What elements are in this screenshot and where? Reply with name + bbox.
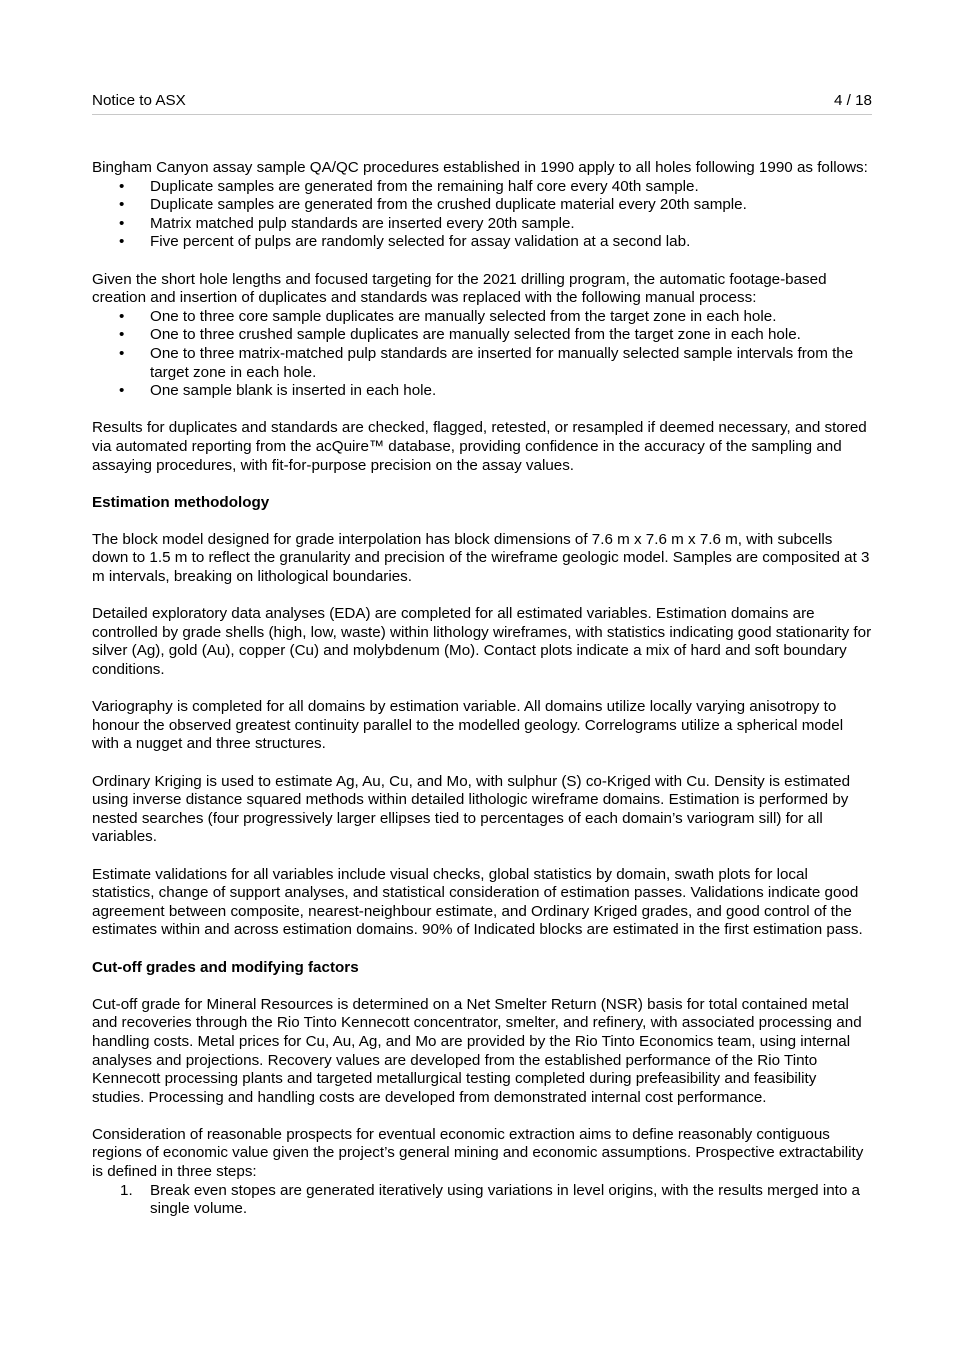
step-number: 1. [120, 1181, 133, 1199]
list-item: • One to three matrix-matched pulp standards are inserted for manually selected sample intervals from the target zone in each hole. [92, 345, 872, 382]
list-item: • One sample blank is inserted in each hole. [92, 382, 872, 401]
step-text: Break even stopes are generated iteratively using variations in level origins, with the results merged into a single volume. [150, 1181, 860, 1218]
paragraph: Cut-off grade for Mineral Resources is determined on a Net Smelter Return (NSR) basis for total contained metal and recoveries through the Rio Tinto Kennecott concentrator, smelter, and refinery, with associated processing and handling costs. Metal prices for Cu, Au, Ag, and Mo are provided by the Rio Tinto Economics team, using internal analyses and projections. Recovery values are developed from the established performance of the Rio Tinto Kennecott processing plants and targeted metallurgical testing completed during prefeasibility and feasibility studies. Processing and handling costs are developed from demonstrated internal cost performance. [92, 995, 862, 1106]
list-item: • One to three crushed sample duplicates are manually selected from the target zone in each hole. [92, 326, 872, 345]
list-item: • Duplicate samples are generated from the crushed duplicate material every 20th sample. [92, 196, 872, 215]
page-header [92, 90, 872, 115]
paragraph: Estimate validations for all variables include visual checks, global statistics by domain, swath plots for local statistics, change of support analyses, and statistical consideration of estimation passes. Validations indicate good agreement between composite, nearest-neighbour estimate, and Ordinary Kriged grades, and good control of the estimates within and across estimation domains. 90% of Indicated blocks are estimated in the first estimation pass. [92, 865, 863, 939]
paragraph: Variography is completed for all domains by estimation variable. All domains utilize locally varying anisotropy to honour the observed greatest continuity parallel to the modelled geology. Correlograms utilize a spherical model with a nugget and three structures. [92, 698, 844, 753]
document-page [92, 90, 872, 1219]
estimation-heading: Estimation methodology [92, 493, 270, 511]
page-content [92, 159, 872, 1219]
list-item: • Five percent of pulps are randomly selected for assay validation at a second lab. [92, 233, 872, 252]
paragraph: Ordinary Kriging is used to estimate Ag, Au, Cu, and Mo, with sulphur (S) co-Kriged with Cu. Density is estimated using inverse distance squared methods within detailed lithologic wireframe domains. Estimation is performed by nested searches (four progressively larger ellipses tied to percentages of each domain’s variogram sill) for all variables. [92, 772, 851, 846]
results-paragraph: Results for duplicates and standards are checked, flagged, retested, or resampled if deemed necessary, and stored via automated reporting from the acQuire™ database, providing confidence in the accuracy of the sampling and assaying procedures, with fit-for-purpose precision on the assay values. [92, 419, 867, 474]
header-title: Notice to ASX [92, 92, 186, 109]
qaqc-intro: Bingham Canyon assay sample QA/QC procedures established in 1990 apply to all holes following 1990 as follows: [92, 159, 868, 176]
list-item: • Matrix matched pulp standards are inserted every 20th sample. [92, 215, 872, 234]
qaqc-list [92, 178, 872, 252]
list-item: • Duplicate samples are generated from the remaining half core every 40th sample. [92, 178, 872, 197]
cutoff-heading: Cut-off grades and modifying factors [92, 958, 359, 976]
paragraph: Consideration of reasonable prospects for eventual economic extraction aims to define reasonably contiguous regions of economic value given the project’s general mining and economic assumptions. Prospective extractability is defined in three steps: [92, 1125, 864, 1181]
manual-list [92, 308, 872, 401]
paragraph: The block model designed for grade interpolation has block dimensions of 7.6 m x 7.6 m x 7.6 m, with subcells down to 1.5 m to reflect the granularity and precision of the wireframe geologic model. Samples are composited at 3 m intervals, breaking on lithological boundaries. [92, 530, 870, 586]
paragraph: Detailed exploratory data analyses (EDA) are completed for all estimated variables. Estimation domains are controlled by grade shells (high, low, waste) within lithology wireframes, with statistics indicating good stationarity for silver (Ag), gold (Au), copper (Cu) and molybdenum (Mo). Contact plots indicate a mix of hard and soft boundary conditions. [92, 605, 872, 679]
steps-list [92, 1182, 872, 1219]
manual-intro: Given the short hole lengths and focused targeting for the 2021 drilling program, the automatic footage-based creation and insertion of duplicates and standards was replaced with the following manual process: [92, 270, 827, 307]
list-item: • One to three core sample duplicates are manually selected from the target zone in each hole. [92, 308, 872, 327]
page-number: 4 / 18 [834, 92, 872, 109]
list-item [92, 1182, 872, 1219]
